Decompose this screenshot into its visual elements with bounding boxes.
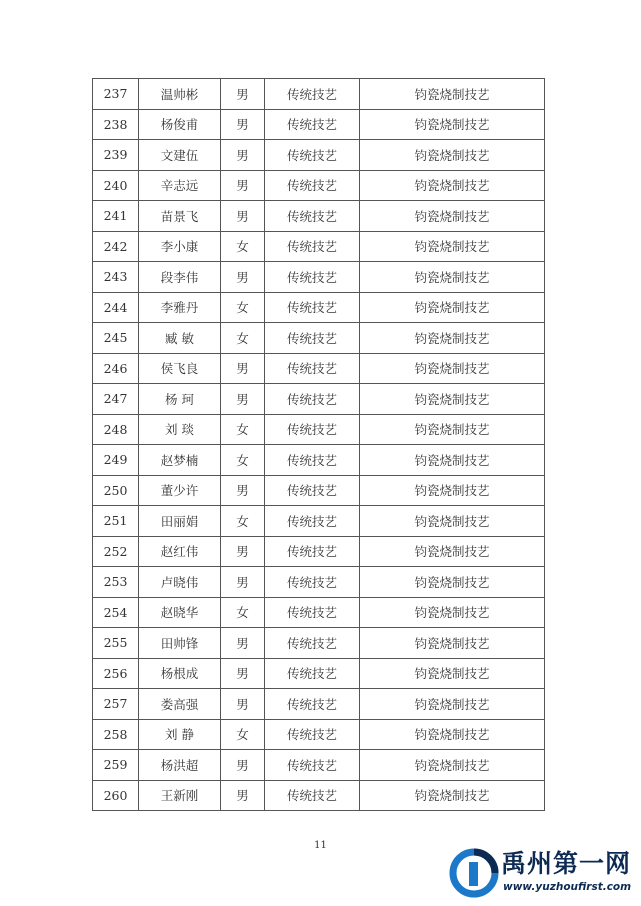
project-cell: 钧瓷烧制技艺 xyxy=(360,475,545,506)
category-cell: 传统技艺 xyxy=(265,506,360,537)
gender-cell: 女 xyxy=(221,506,265,537)
row-number-cell: 254 xyxy=(93,597,139,628)
roster-table-body xyxy=(93,79,545,811)
category-cell: 传统技艺 xyxy=(265,170,360,201)
gender-cell: 男 xyxy=(221,689,265,720)
project-cell: 钧瓷烧制技艺 xyxy=(360,445,545,476)
project-cell: 钧瓷烧制技艺 xyxy=(360,231,545,262)
table-row xyxy=(93,445,545,476)
project-cell: 钧瓷烧制技艺 xyxy=(360,140,545,171)
project-cell: 钧瓷烧制技艺 xyxy=(360,292,545,323)
person-name-cell: 苗景飞 xyxy=(139,201,221,232)
category-cell: 传统技艺 xyxy=(265,689,360,720)
table-row xyxy=(93,628,545,659)
category-cell: 传统技艺 xyxy=(265,109,360,140)
gender-cell: 男 xyxy=(221,475,265,506)
category-cell: 传统技艺 xyxy=(265,79,360,110)
gender-cell: 女 xyxy=(221,719,265,750)
category-cell: 传统技艺 xyxy=(265,262,360,293)
person-name-cell: 赵红伟 xyxy=(139,536,221,567)
project-cell: 钧瓷烧制技艺 xyxy=(360,353,545,384)
project-cell: 钧瓷烧制技艺 xyxy=(360,597,545,628)
gender-cell: 女 xyxy=(221,414,265,445)
table-row xyxy=(93,780,545,811)
gender-cell: 男 xyxy=(221,780,265,811)
gender-cell: 男 xyxy=(221,201,265,232)
site-logo-url: www.yuzhoufirst.com xyxy=(503,881,632,893)
project-cell: 钧瓷烧制技艺 xyxy=(360,750,545,781)
person-name-cell: 侯飞良 xyxy=(139,353,221,384)
category-cell: 传统技艺 xyxy=(265,628,360,659)
project-cell: 钧瓷烧制技艺 xyxy=(360,536,545,567)
project-cell: 钧瓷烧制技艺 xyxy=(360,262,545,293)
table-row xyxy=(93,719,545,750)
project-cell: 钧瓷烧制技艺 xyxy=(360,780,545,811)
category-cell: 传统技艺 xyxy=(265,201,360,232)
person-name-cell: 杨 珂 xyxy=(139,384,221,415)
table-row xyxy=(93,384,545,415)
gender-cell: 男 xyxy=(221,536,265,567)
gender-cell: 女 xyxy=(221,445,265,476)
row-number-cell: 244 xyxy=(93,292,139,323)
person-name-cell: 杨洪超 xyxy=(139,750,221,781)
table-row xyxy=(93,140,545,171)
project-cell: 钧瓷烧制技艺 xyxy=(360,689,545,720)
page-number: 11 xyxy=(314,840,327,851)
row-number-cell: 259 xyxy=(93,750,139,781)
category-cell: 传统技艺 xyxy=(265,475,360,506)
project-cell: 钧瓷烧制技艺 xyxy=(360,323,545,354)
project-cell: 钧瓷烧制技艺 xyxy=(360,170,545,201)
person-name-cell: 温帅彬 xyxy=(139,79,221,110)
project-cell: 钧瓷烧制技艺 xyxy=(360,414,545,445)
gender-cell: 男 xyxy=(221,384,265,415)
roster-table xyxy=(92,78,545,811)
gender-cell: 女 xyxy=(221,292,265,323)
person-name-cell: 赵梦楠 xyxy=(139,445,221,476)
gender-cell: 男 xyxy=(221,567,265,598)
gender-cell: 女 xyxy=(221,231,265,262)
person-name-cell: 王新刚 xyxy=(139,780,221,811)
gender-cell: 女 xyxy=(221,323,265,354)
table-row xyxy=(93,658,545,689)
site-logo-title: 禹州第一网 xyxy=(501,849,632,878)
person-name-cell: 杨俊甫 xyxy=(139,109,221,140)
table-row xyxy=(93,353,545,384)
project-cell: 钧瓷烧制技艺 xyxy=(360,719,545,750)
category-cell: 传统技艺 xyxy=(265,414,360,445)
gender-cell: 女 xyxy=(221,597,265,628)
table-row xyxy=(93,323,545,354)
row-number-cell: 255 xyxy=(93,628,139,659)
gender-cell: 男 xyxy=(221,628,265,659)
table-row xyxy=(93,79,545,110)
table-row xyxy=(93,567,545,598)
row-number-cell: 257 xyxy=(93,689,139,720)
row-number-cell: 249 xyxy=(93,445,139,476)
category-cell: 传统技艺 xyxy=(265,445,360,476)
row-number-cell: 242 xyxy=(93,231,139,262)
person-name-cell: 文建伍 xyxy=(139,140,221,171)
table-row xyxy=(93,262,545,293)
project-cell: 钧瓷烧制技艺 xyxy=(360,384,545,415)
gender-cell: 男 xyxy=(221,750,265,781)
person-name-cell: 臧 敏 xyxy=(139,323,221,354)
person-name-cell: 田丽娟 xyxy=(139,506,221,537)
row-number-cell: 239 xyxy=(93,140,139,171)
project-cell: 钧瓷烧制技艺 xyxy=(360,506,545,537)
gender-cell: 男 xyxy=(221,109,265,140)
category-cell: 传统技艺 xyxy=(265,140,360,171)
person-name-cell: 辛志远 xyxy=(139,170,221,201)
project-cell: 钧瓷烧制技艺 xyxy=(360,628,545,659)
person-name-cell: 李小康 xyxy=(139,231,221,262)
project-cell: 钧瓷烧制技艺 xyxy=(360,79,545,110)
category-cell: 传统技艺 xyxy=(265,597,360,628)
row-number-cell: 246 xyxy=(93,353,139,384)
project-cell: 钧瓷烧制技艺 xyxy=(360,201,545,232)
category-cell: 传统技艺 xyxy=(265,658,360,689)
category-cell: 传统技艺 xyxy=(265,750,360,781)
table-row xyxy=(93,475,545,506)
row-number-cell: 238 xyxy=(93,109,139,140)
table-row xyxy=(93,689,545,720)
category-cell: 传统技艺 xyxy=(265,780,360,811)
person-name-cell: 刘 静 xyxy=(139,719,221,750)
row-number-cell: 247 xyxy=(93,384,139,415)
row-number-cell: 258 xyxy=(93,719,139,750)
row-number-cell: 253 xyxy=(93,567,139,598)
row-number-cell: 252 xyxy=(93,536,139,567)
table-row xyxy=(93,536,545,567)
row-number-cell: 237 xyxy=(93,79,139,110)
site-logo-icon xyxy=(449,846,499,900)
table-row xyxy=(93,414,545,445)
person-name-cell: 娄高强 xyxy=(139,689,221,720)
row-number-cell: 241 xyxy=(93,201,139,232)
person-name-cell: 杨根成 xyxy=(139,658,221,689)
project-cell: 钧瓷烧制技艺 xyxy=(360,109,545,140)
project-cell: 钧瓷烧制技艺 xyxy=(360,658,545,689)
site-watermark-logo xyxy=(449,846,637,900)
table-row xyxy=(93,201,545,232)
row-number-cell: 260 xyxy=(93,780,139,811)
category-cell: 传统技艺 xyxy=(265,536,360,567)
table-row xyxy=(93,231,545,262)
person-name-cell: 李雅丹 xyxy=(139,292,221,323)
gender-cell: 男 xyxy=(221,658,265,689)
row-number-cell: 240 xyxy=(93,170,139,201)
category-cell: 传统技艺 xyxy=(265,567,360,598)
category-cell: 传统技艺 xyxy=(265,323,360,354)
table-row xyxy=(93,750,545,781)
category-cell: 传统技艺 xyxy=(265,384,360,415)
category-cell: 传统技艺 xyxy=(265,231,360,262)
gender-cell: 男 xyxy=(221,353,265,384)
row-number-cell: 256 xyxy=(93,658,139,689)
person-name-cell: 刘 琰 xyxy=(139,414,221,445)
table-row xyxy=(93,109,545,140)
row-number-cell: 250 xyxy=(93,475,139,506)
table-row xyxy=(93,506,545,537)
category-cell: 传统技艺 xyxy=(265,719,360,750)
gender-cell: 男 xyxy=(221,79,265,110)
gender-cell: 男 xyxy=(221,140,265,171)
gender-cell: 男 xyxy=(221,170,265,201)
person-name-cell: 卢晓伟 xyxy=(139,567,221,598)
project-cell: 钧瓷烧制技艺 xyxy=(360,567,545,598)
gender-cell: 男 xyxy=(221,262,265,293)
row-number-cell: 248 xyxy=(93,414,139,445)
person-name-cell: 段李伟 xyxy=(139,262,221,293)
category-cell: 传统技艺 xyxy=(265,292,360,323)
table-row xyxy=(93,597,545,628)
row-number-cell: 243 xyxy=(93,262,139,293)
category-cell: 传统技艺 xyxy=(265,353,360,384)
person-name-cell: 赵晓华 xyxy=(139,597,221,628)
table-row xyxy=(93,292,545,323)
person-name-cell: 田帅锋 xyxy=(139,628,221,659)
person-name-cell: 董少许 xyxy=(139,475,221,506)
row-number-cell: 251 xyxy=(93,506,139,537)
row-number-cell: 245 xyxy=(93,323,139,354)
table-row xyxy=(93,170,545,201)
